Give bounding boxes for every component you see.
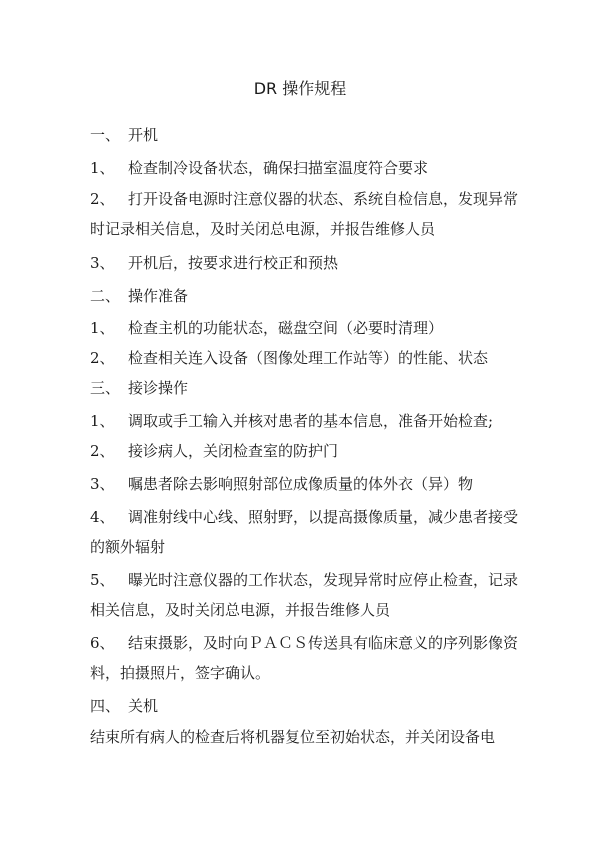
item-text: 检查主机的功能状态，磁盘空间（必要时清理）: [128, 319, 444, 337]
list-item-continuation: [90, 663, 530, 683]
list-item: [90, 411, 530, 431]
item-number: 二、: [90, 287, 121, 305]
list-item: [90, 253, 530, 273]
list-item: [90, 633, 530, 653]
item-text: 检查相关连入设备（图像处理工作站等）的性能、状态: [128, 349, 489, 367]
paragraph-line: [90, 727, 530, 747]
list-item-continuation: [90, 219, 530, 239]
item-number: 6、: [90, 634, 115, 652]
list-item: [90, 348, 530, 368]
item-text: 的额外辐射: [90, 538, 166, 556]
item-text: 料，拍摄照片，签字确认。: [90, 664, 271, 682]
item-text: 嘱患者除去影响照射部位成像质量的体外衣（异）物: [128, 475, 474, 493]
item-number: 4、: [90, 508, 115, 526]
item-number: 三、: [90, 379, 121, 397]
section-heading: [90, 696, 530, 716]
item-number: 1、: [90, 319, 115, 337]
item-number: 一、: [90, 126, 121, 144]
item-text: 调准射线中心线、照射野，以提高摄像质量，减少患者接受: [128, 508, 519, 526]
item-text: 相关信息，及时关闭总电源，并报告维修人员: [90, 601, 391, 619]
item-number: 3、: [90, 254, 115, 272]
item-number: 2、: [90, 442, 115, 460]
item-text: 操作准备: [128, 287, 189, 305]
item-number: 1、: [90, 159, 115, 177]
item-number: 3、: [90, 475, 115, 493]
list-item: [90, 441, 530, 461]
list-item: [90, 507, 530, 527]
section-heading: [90, 125, 530, 145]
item-number: 2、: [90, 190, 115, 208]
item-text: 开机后，按要求进行校正和预热: [128, 254, 339, 272]
list-item: [90, 189, 530, 209]
item-text: 接诊操作: [128, 379, 189, 397]
item-text: 接诊病人，关闭检查室的防护门: [128, 442, 339, 460]
item-text: 关机: [128, 697, 159, 715]
item-text: 开机: [128, 126, 159, 144]
item-number: 1、: [90, 412, 115, 430]
section-heading: [90, 286, 530, 306]
list-item-continuation: [90, 537, 530, 557]
list-item: [90, 570, 530, 590]
item-text: 打开设备电源时注意仪器的状态、系统自检信息，发现异常: [128, 190, 519, 208]
item-text: 结束摄影，及时向ＰＡＣＳ传送具有临床意义的序列影像资: [128, 634, 519, 652]
item-text: 结束所有病人的检查后将机器复位至初始状态，并关闭设备电: [90, 728, 496, 746]
list-item: [90, 474, 530, 494]
item-number: 四、: [90, 697, 121, 715]
document-title: DR 操作规程: [253, 79, 347, 98]
item-number: 2、: [90, 349, 115, 367]
item-text: 时记录相关信息，及时关闭总电源，并报告维修人员: [90, 220, 436, 238]
item-number: 5、: [90, 571, 115, 589]
section-heading: [90, 378, 530, 398]
list-item: [90, 158, 530, 178]
item-text: 检查制冷设备状态，确保扫描室温度符合要求: [128, 159, 429, 177]
list-item-continuation: [90, 600, 530, 620]
list-item: [90, 318, 530, 338]
item-text: 调取或手工输入并核对患者的基本信息，准备开始检查;: [128, 412, 494, 430]
item-text: 曝光时注意仪器的工作状态，发现异常时应停止检查，记录: [128, 571, 519, 589]
